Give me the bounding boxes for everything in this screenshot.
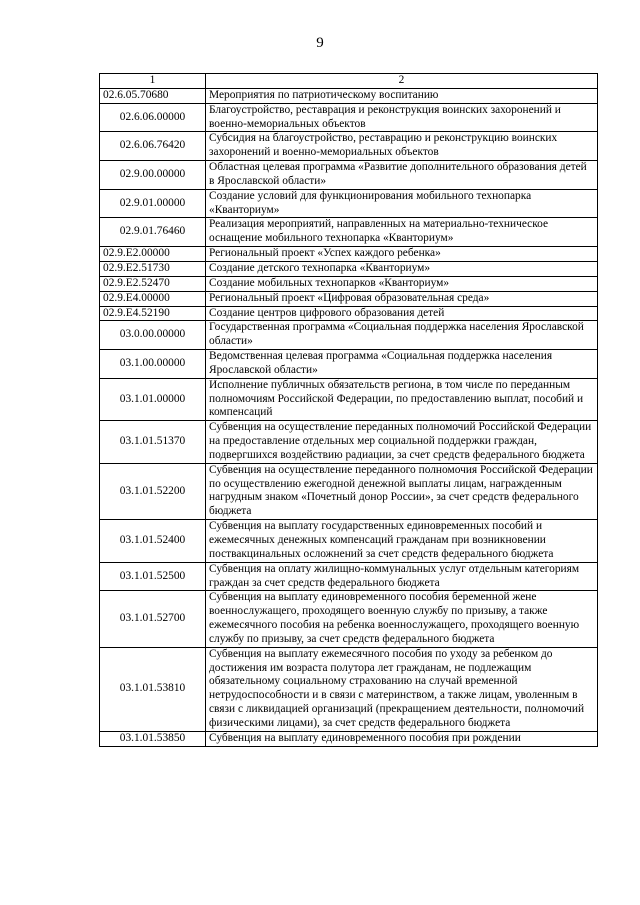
row-code: 02.9.E2.52470 xyxy=(100,276,206,291)
row-code: 03.1.01.52500 xyxy=(100,562,206,591)
row-name: Субвенция на оплату жилищно-коммунальных услуг отдельным категориям граждан за счет средств федерального бюджета xyxy=(206,562,598,591)
table-row xyxy=(100,247,598,262)
row-code: 03.1.01.52700 xyxy=(100,591,206,647)
row-code: 03.1.01.53850 xyxy=(100,731,206,746)
budget-classification-table xyxy=(99,73,598,747)
row-name: Субвенция на выплату единовременного пособия беременной жене военнослужащего, проходящего военную службу по призыву, а также ежемесячного пособия на ребенка военнослужащего, проходящего военную службу по призыву, за счет средств федерального бюджета xyxy=(206,591,598,647)
table-row xyxy=(100,291,598,306)
row-name: Создание детского технопарка «Кванториум» xyxy=(206,261,598,276)
row-code: 02.6.06.76420 xyxy=(100,132,206,161)
table-row xyxy=(100,276,598,291)
row-code: 02.9.E4.00000 xyxy=(100,291,206,306)
row-name: Мероприятия по патриотическому воспитанию xyxy=(206,88,598,103)
row-name: Ведомственная целевая программа «Социальная поддержка населения Ярославской области» xyxy=(206,350,598,379)
row-code: 03.1.00.00000 xyxy=(100,350,206,379)
row-code: 03.1.01.52200 xyxy=(100,463,206,519)
table-row xyxy=(100,88,598,103)
row-code: 02.6.06.00000 xyxy=(100,103,206,132)
table-row xyxy=(100,189,598,218)
table-row xyxy=(100,306,598,321)
table-row xyxy=(100,132,598,161)
row-code: 02.6.05.70680 xyxy=(100,88,206,103)
row-name: Создание условий для функционирования мобильного технопарка «Кванториум» xyxy=(206,189,598,218)
table-row xyxy=(100,378,598,421)
row-name: Субсидия на благоустройство, реставрацию и реконструкцию воинских захоронений и военно-мемориальных объектов xyxy=(206,132,598,161)
row-name: Реализация мероприятий, направленных на материально-техническое оснащение мобильного технопарка «Кванториум» xyxy=(206,218,598,247)
table-row xyxy=(100,218,598,247)
page-number: 9 xyxy=(316,35,324,51)
row-name: Благоустройство, реставрация и реконструкция воинских захоронений и военно-мемориальных объектов xyxy=(206,103,598,132)
table-row xyxy=(100,463,598,519)
row-name: Исполнение публичных обязательств региона, в том числе по переданным полномочиям Российской Федерации, по предоставлению выплат, пособий и компенсаций xyxy=(206,378,598,421)
row-code: 03.1.01.52400 xyxy=(100,520,206,563)
row-name: Создание мобильных технопарков «Кванториум» xyxy=(206,276,598,291)
table-row xyxy=(100,261,598,276)
row-name: Субвенция на осуществление переданных полномочий Российской Федерации на предоставление отдельных мер социальной поддержки граждан, подвергшихся воздействию радиации, за счет средств федерального бюджета xyxy=(206,421,598,464)
table-row xyxy=(100,591,598,647)
table-row xyxy=(100,731,598,746)
table-row xyxy=(100,350,598,379)
row-name: Региональный проект «Успех каждого ребенка» xyxy=(206,247,598,262)
row-name: Создание центров цифрового образования детей xyxy=(206,306,598,321)
row-name: Субвенция на выплату государственных единовременных пособий и ежемесячных денежных компенсаций гражданам при возникновении поствакцинальных осложнений за счет средств федерального бюджета xyxy=(206,520,598,563)
row-name: Региональный проект «Цифровая образовательная среда» xyxy=(206,291,598,306)
table-row xyxy=(100,520,598,563)
table-row xyxy=(100,421,598,464)
row-name: Областная целевая программа «Развитие дополнительного образования детей в Ярославской области» xyxy=(206,161,598,190)
row-code: 02.9.E2.00000 xyxy=(100,247,206,262)
column-header-code: 1 xyxy=(100,74,206,89)
row-code: 02.9.01.00000 xyxy=(100,189,206,218)
table-row xyxy=(100,321,598,350)
row-code: 02.9.01.76460 xyxy=(100,218,206,247)
row-name: Государственная программа «Социальная поддержка населения Ярославской области» xyxy=(206,321,598,350)
row-name: Субвенция на выплату ежемесячного пособия по уходу за ребенком до достижения им возраста полутора лет гражданам, не подлежащим обязательному социальному страхованию на случай временной нетрудоспособности и в связи с материнством, а также лицам, уволенным в связи с ликвидацией организаций (прекращением деятельности, полномочий физическими лицами), за счет средств федерального бюджета xyxy=(206,647,598,731)
table-header-row xyxy=(100,74,598,89)
row-code: 03.0.00.00000 xyxy=(100,321,206,350)
row-code: 03.1.01.51370 xyxy=(100,421,206,464)
column-header-name: 2 xyxy=(206,74,598,89)
row-code: 02.9.E4.52190 xyxy=(100,306,206,321)
row-code: 02.9.E2.51730 xyxy=(100,261,206,276)
table-row xyxy=(100,103,598,132)
row-code: 03.1.01.00000 xyxy=(100,378,206,421)
row-name: Субвенция на осуществление переданного полномочия Российской Федерации по осуществлению ежегодной денежной выплаты лицам, награжденным нагрудным знаком «Почетный донор России», за счет средств федерального бюджета xyxy=(206,463,598,519)
row-name: Субвенция на выплату единовременного пособия при рождении xyxy=(206,731,598,746)
table-row xyxy=(100,562,598,591)
row-code: 03.1.01.53810 xyxy=(100,647,206,731)
table-row xyxy=(100,161,598,190)
row-code: 02.9.00.00000 xyxy=(100,161,206,190)
table-row xyxy=(100,647,598,731)
